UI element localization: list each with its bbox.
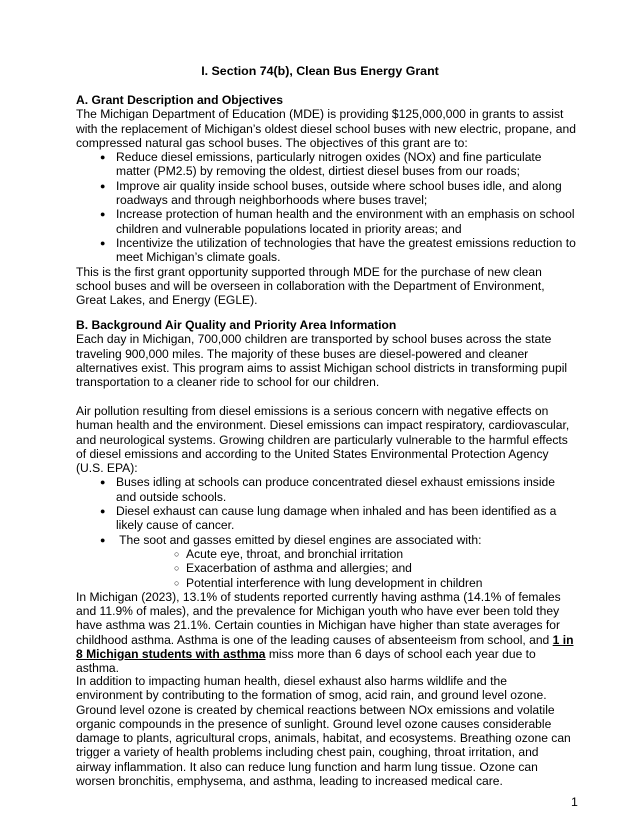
- section-a: [76, 93, 576, 307]
- sub-list-item: ○ Acute eye, throat, and bronchial irritation: [116, 547, 576, 561]
- section-a-closing: This is the first grant opportunity supported through MDE for the purchase of new clean school buses and will be overseen in collaboration with the Department of Environment, Great Lakes, and Energy (EGLE).: [76, 264, 545, 308]
- objectives-list: [76, 150, 576, 264]
- list-item: ● Reduce diesel emissions, particularly nitrogen oxides (NOx) and fine particulate matter (PM2.5) by removing the oldest, dirtiest diesel buses from our roads;: [76, 150, 576, 179]
- sub-list-item: ○ Exacerbation of asthma and allergies; and: [116, 561, 576, 575]
- section-b-heading: B. Background Air Quality and Priority Area Information: [76, 318, 397, 332]
- para3-text-end: miss more than 6 days of school each year due to asthma.: [76, 647, 536, 676]
- list-item: ● Diesel exhaust can cause lung damage when inhaled and has been identified as a likely cause of cancer.: [76, 504, 576, 533]
- section-a-heading: A. Grant Description and Objectives: [76, 93, 283, 107]
- section-a-intro: The Michigan Department of Education (MDE) is providing $125,000,000 in grants to assist with the replacement of Michigan’s oldest diesel school buses with new electric, propane, and compressed natural gas school buses. The objectives of this grant are to:: [76, 107, 576, 150]
- page-number: 1: [571, 795, 578, 809]
- section-b-para2-block: [76, 404, 576, 676]
- section-b-para4-block: [76, 674, 576, 788]
- asthma-statistic-link[interactable]: 1 in 8 Michigan students with asthma: [76, 632, 574, 662]
- section-b-para1: Each day in Michigan, 700,000 children are transported by school buses across the state traveling 900,000 miles. The majority of these buses are diesel-powered and cleaner alternatives exist. This program aims to assist Michigan school districts in transforming pupil transportation to a cleaner ride to school for our children.: [76, 332, 568, 390]
- section-b-para2: Air pollution resulting from diesel emissions is a serious concern with negative effects on human health and the environment. Diesel emissions can impact respiratory, cardiovascular, and neurological systems. Growing children are particularly vulnerable to the harmful effects of diesel emissions and according to the United States Environmental Protection Agency (U.S. EPA):: [76, 404, 570, 476]
- page-title: I. Section 74(b), Clean Bus Energy Grant: [201, 64, 439, 78]
- section-b: [76, 318, 576, 389]
- sub-list: [116, 547, 576, 590]
- list-item: ● Buses idling at schools can produce concentrated diesel exhaust emissions inside and outside schools.: [76, 475, 576, 504]
- list-item-text: The soot and gasses emitted by diesel engines are associated with:: [119, 532, 482, 547]
- list-item: [76, 533, 576, 590]
- sub-list-item: ○ Potential interference with lung development in children: [116, 576, 576, 590]
- para3-text: In Michigan (2023), 13.1% of students reported currently having asthma (14.1% of females and 11.9% of males), and the prevalence for Michigan youth who have ever been told they have asthma was 21.1%. Certain counties in Michigan have higher than state averages for childhood asthma. Asthma is one of the leading causes of absenteeism from school, and: [76, 589, 561, 647]
- section-b-para3: [76, 590, 576, 676]
- section-b-para4: In addition to impacting human health, diesel exhaust also harms wildlife and the environment by contributing to the formation of smog, acid rain, and ground level ozone. Ground level ozone is created by chemical reactions between NOx emissions and volatile organic compounds in the presence of sunlight. Ground level ozone causes considerable damage to plants, agricultural crops, animals, habitat, and ecosystems. Breathing ozone can trigger a variety of health problems including chest pain, coughing, throat irritation, and airway inflammation. It also can reduce lung function and harm lung tissue. Ozone can worsen bronchitis, emphysema, and asthma, leading to increased medical care.: [76, 674, 571, 789]
- list-item: ● Incentivize the utilization of technologies that have the greatest emissions reduction to meet Michigan’s climate goals.: [76, 236, 576, 265]
- list-item: ● Increase protection of human health and the environment with an emphasis on school children and vulnerable populations located in priority areas; and: [76, 207, 576, 236]
- diesel-effects-list: [76, 475, 576, 589]
- list-item: ● Improve air quality inside school buses, outside where school buses idle, and along roadways and through neighborhoods where buses travel;: [76, 179, 576, 208]
